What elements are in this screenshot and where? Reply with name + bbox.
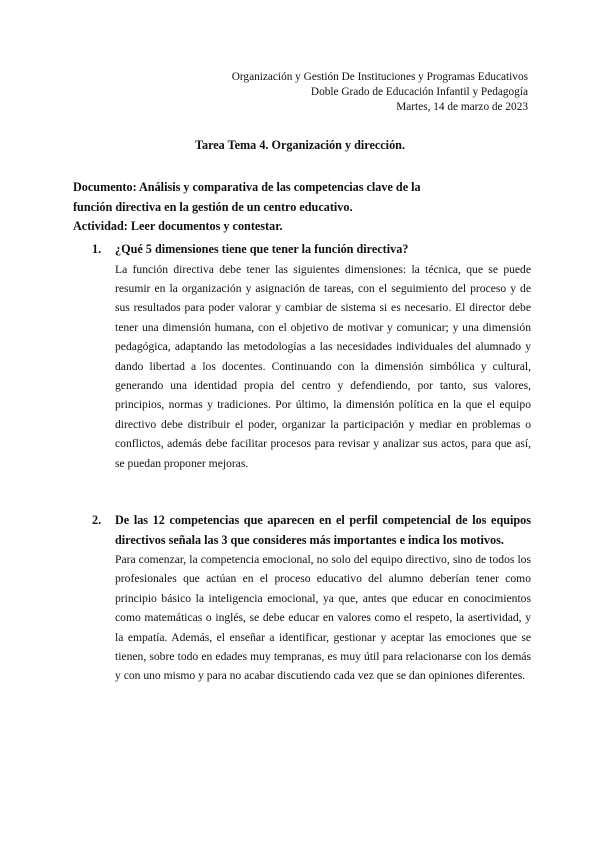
question-number: 2.: [92, 513, 102, 527]
question-number: 1.: [92, 242, 102, 256]
page-title: Tarea Tema 4. Organización y dirección.: [194, 138, 405, 152]
question-heading: [73, 511, 531, 550]
question-1: [73, 240, 531, 473]
answer-text: La función directiva debe tener las siguientes dimensiones: la técnica, que se puede resumir en la organización y asignación de tareas, con el seguimiento del proceso y de sus resultados para poder valorar y cambiar de sistema si es necesario. El director debe tener una dimensión humana, con el objetivo de motivar y comunicar; y una dimensión pedagógica, adaptando las metodologías a las necesidades individuales del alumnado y dando libertad a los docentes. Continuando con la dimensión simbólica y cultural, generando una identidad propia del centro y defendiendo, por tanto, sus valores, principios, normas y tradiciones. Por último, la dimensión política en la que el equipo directivo debe distribuir el poder, organizar la participación y mediar en problemas o conflictos, además debe facilitar procesos para revisar y analizar sus actos, para que así, se puedan proponer mejoras.: [115, 262, 531, 470]
document-line-1: Documento: Análisis y comparativa de las competencias clave de la: [73, 180, 421, 194]
question-text: De las 12 competencias que aparecen en el perfil competencial de los equipos directivos señala las 3 que consideres más importantes e indica los motivos.: [115, 513, 531, 547]
activity-line: Actividad: Leer documentos y contestar.: [73, 219, 283, 233]
document-date: Martes, 14 de marzo de 2023: [396, 101, 528, 113]
question-heading: [73, 240, 531, 260]
question-text: ¿Qué 5 dimensiones tiene que tener la función directiva?: [115, 242, 409, 256]
question-2: [73, 511, 531, 686]
degree-name: Doble Grado de Educación Infantil y Pedagogía: [310, 86, 528, 98]
answer-text: Para comenzar, la competencia emocional, no solo del equipo directivo, sino de todos los profesionales que actúan en el proceso educativo del alumno deberían tener como principio básico la inteligencia emocional, ya que, antes que educar en conocimientos como matemáticas o inglés, se debe educar en valores como el respeto, la asertividad, y la empatía. Además, el enseñar a identificar, gestionar y aceptar las emociones que se tienen, sobre todo en edades muy tempranas, es muy útil para relacionarse con los demás y con uno mismo y para no acabar discutiendo cada vez que se dan opiniones diferentes.: [115, 553, 531, 683]
document-line-2: función directiva en la gestión de un centro educativo.: [73, 199, 353, 214]
document-info: [73, 178, 533, 237]
course-name: Organización y Gestión De Instituciones y Programas Educativos: [231, 71, 528, 83]
document-header: [108, 70, 528, 115]
